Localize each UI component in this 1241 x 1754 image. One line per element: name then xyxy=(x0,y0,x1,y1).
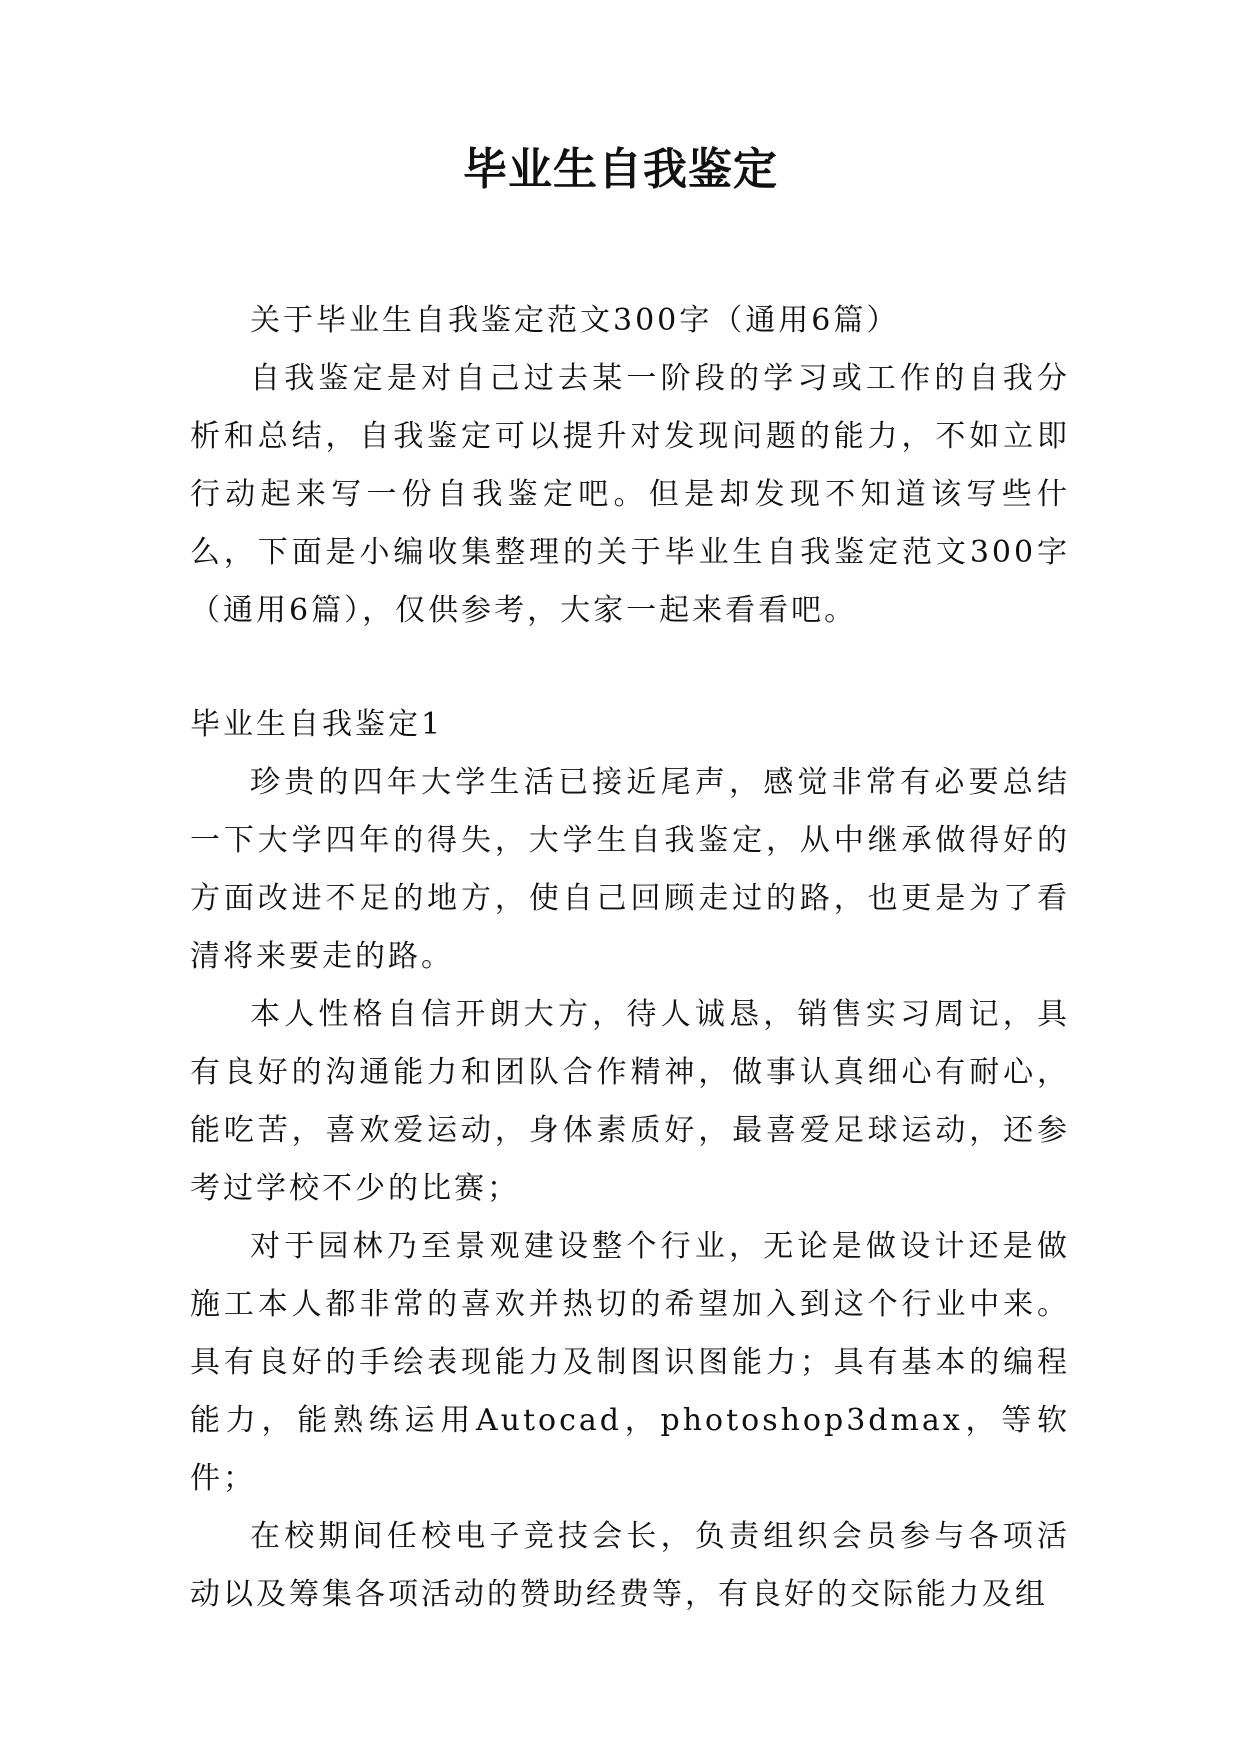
page-title: 毕业生自我鉴定 xyxy=(463,144,778,195)
intro-paragraph: 自我鉴定是对自己过去某一阶段的学习或工作的自我分析和总结，自我鉴定可以提升对发现问题的能力，不如立即行动起来写一份自我鉴定吧。但是却发现不知道该写些什么，下面是小编收集整理的关于毕业生自我鉴定范文300字（通用6篇），仅供参考，大家一起来看看吧。 xyxy=(190,361,1070,628)
body-paragraph: 珍贵的四年大学生活已接近尾声，感觉非常有必要总结一下大学四年的得失，大学生自我鉴定，从中继承做得好的方面改进不足的地方，使自己回顾走过的路，也更是为了看清将来要走的路。 xyxy=(190,765,1070,974)
body-paragraph: 本人性格自信开朗大方，待人诚恳，销售实习周记，具有良好的沟通能力和团队合作精神，做事认真细心有耐心，能吃苦，喜欢爱运动，身体素质好，最喜爱足球运动，还参考过学校不少的比赛； xyxy=(190,997,1070,1206)
body-paragraph: 对于园林乃至景观建设整个行业，无论是做设计还是做施工本人都非常的喜欢并热切的希望加入到这个行业中来。具有良好的手绘表现能力及制图识图能力；具有基本的编程能力，能熟练运用Autocad，photoshop3dmax，等软件； xyxy=(190,1229,1070,1496)
body-paragraph: 在校期间任校电子竞技会长，负责组织会员参与各项活动以及筹集各项活动的赞助经费等，有良好的交际能力及组 xyxy=(190,1519,1070,1612)
section-title: 毕业生自我鉴定1 xyxy=(190,707,444,742)
subtitle: 关于毕业生自我鉴定范文300字（通用6篇） xyxy=(250,303,900,338)
document-body xyxy=(190,292,1070,1624)
